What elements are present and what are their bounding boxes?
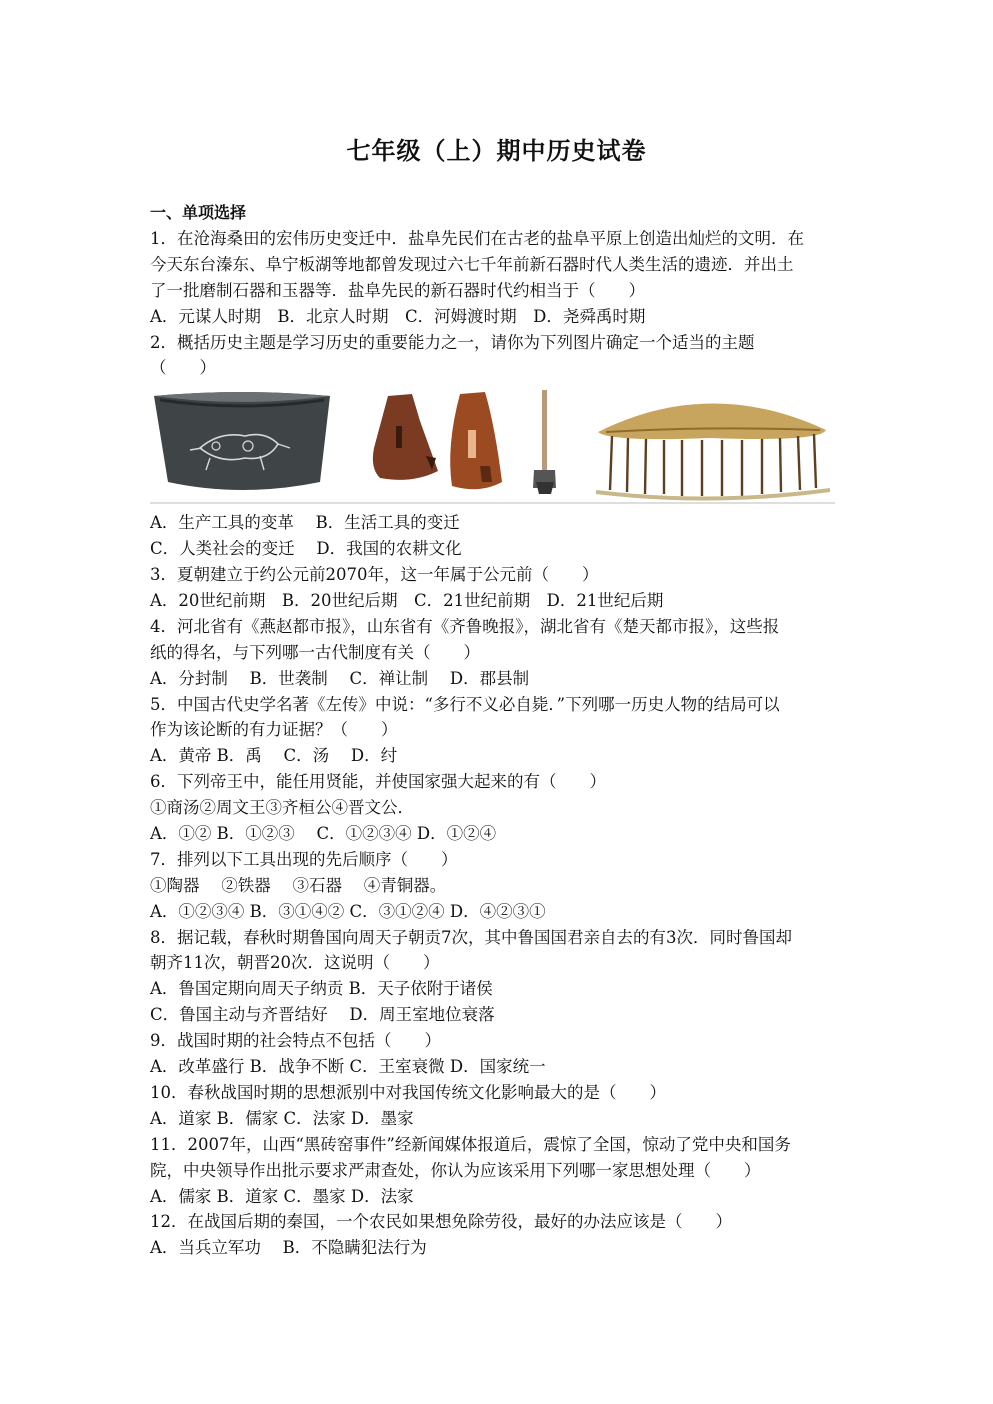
text-line: A．改革盛行 B．战争不断 C．王室衰微 D．国家统一 bbox=[150, 1057, 546, 1077]
text-line: 今天东台溱东、阜宁板湖等地都曾发现过六七千年前新石器时代人类生活的遗迹．并出土 bbox=[150, 254, 794, 274]
text-line: A．20世纪前期 B．20世纪后期 C．21世纪前期 D．21世纪后期 bbox=[150, 591, 664, 611]
text-line: A．①②③④ B．③①④② C．③①②④ D．④②③① bbox=[150, 901, 546, 921]
figure-images bbox=[150, 386, 835, 504]
text-line: （ ） bbox=[150, 358, 216, 378]
text-line: ①商汤②周文王③齐桓公④晋文公． bbox=[150, 798, 414, 818]
text-line: 2．概括历史主题是学习历史的重要能力之一，请你为下列图片确定一个适当的主题 bbox=[150, 332, 755, 352]
question-body bbox=[150, 226, 850, 1261]
text-line: ①陶器 ②铁器 ③石器 ④青铜器。 bbox=[150, 875, 447, 895]
text-line: 院，中央领导作出批示要求严肃查处，你认为应该采用下列哪一家思想处理（ ） bbox=[150, 1160, 761, 1180]
text-line: 9．战国时期的社会特点不包括（ ） bbox=[150, 1031, 441, 1051]
text-line: 4．河北省有《燕赵都市报》，山东省有《齐鲁晚报》，湖北省有《楚天都市报》，这些报 bbox=[150, 616, 780, 636]
text-line: A．生产工具的变革 B．生活工具的变迁 bbox=[150, 513, 460, 533]
text-line: A．黄帝 B．禹 C．汤 D．纣 bbox=[150, 746, 398, 766]
text-line: C．人类社会的变迁 D．我国的农耕文化 bbox=[150, 539, 462, 559]
text-line: 作为该论断的有力证据？（ ） bbox=[150, 720, 398, 740]
text-line: 3．夏朝建立于约公元前2070年，这一年属于公元前（ ） bbox=[150, 565, 599, 585]
text-line: A．道家 B．儒家 C．法家 D．墨家 bbox=[150, 1108, 414, 1128]
text-line: A．元谋人时期 B．北京人时期 C．河姆渡时期 D．尧舜禹时期 bbox=[150, 306, 646, 326]
text-line: 了一批磨制石器和玉器等．盐阜先民的新石器时代约相当于（ ） bbox=[150, 280, 645, 300]
text-line: A．鲁国定期向周天子纳贡 B．天子依附于诸侯 bbox=[150, 979, 493, 999]
text-line: 5．中国古代史学名著《左传》中说：“多行不义必自毙．”下列哪一历史人物的结局可以 bbox=[150, 694, 780, 714]
text-line: 7．排列以下工具出现的先后顺序（ ） bbox=[150, 849, 458, 869]
section-heading: 一、单项选择 bbox=[150, 203, 247, 222]
text-line: C．鲁国主动与齐晋结好 D．周王室地位衰落 bbox=[150, 1005, 495, 1025]
text-line: 1．在沧海桑田的宏伟历史变迁中．盐阜先民们在古老的盐阜平原上创造出灿烂的文明．在 bbox=[150, 229, 804, 248]
text-line: 10．春秋战国时期的思想派别中对我国传统文化影响最大的是（ ） bbox=[150, 1082, 666, 1102]
text-line: 6．下列帝王中，能任用贤能，并使国家强大起来的有（ ） bbox=[150, 772, 606, 792]
text-line: 12．在战国后期的秦国，一个农民如果想免除劳役，最好的办法应该是（ ） bbox=[150, 1212, 732, 1232]
question-2-figure bbox=[150, 386, 850, 504]
page-title: 七年级（上）期中历史试卷 bbox=[346, 136, 647, 165]
thatched-hut-image bbox=[596, 404, 830, 499]
text-line: 11．2007年，山西“黑砖窑事件”经新闻媒体报道后，震惊了全国，惊动了党中央和国务 bbox=[150, 1134, 791, 1154]
text-line: 8．据记载，春秋时期鲁国向周天子朝贡7次，其中鲁国国君亲自去的有3次．同时鲁国却 bbox=[150, 927, 792, 947]
text-line: 纸的得名，与下列哪一古代制度有关（ ） bbox=[150, 642, 480, 662]
text-block-before-figure bbox=[150, 226, 850, 381]
hafted-tool-image bbox=[533, 390, 556, 494]
bone-plough-image bbox=[373, 392, 502, 489]
text-line: 朝齐11次，朝晋20次．这说明（ ） bbox=[150, 953, 440, 973]
pottery-bowl-image bbox=[154, 392, 330, 490]
text-line: A．儒家 B．道家 C．墨家 D．法家 bbox=[150, 1186, 414, 1206]
text-block-after-figure bbox=[150, 510, 850, 1261]
text-line: A．分封制 B．世袭制 C．禅让制 D．郡县制 bbox=[150, 668, 530, 688]
text-line: A．当兵立军功 B．不隐瞒犯法行为 bbox=[150, 1238, 427, 1258]
text-line: A．①② B．①②③ C．①②③④ D．①②④ bbox=[150, 824, 497, 844]
